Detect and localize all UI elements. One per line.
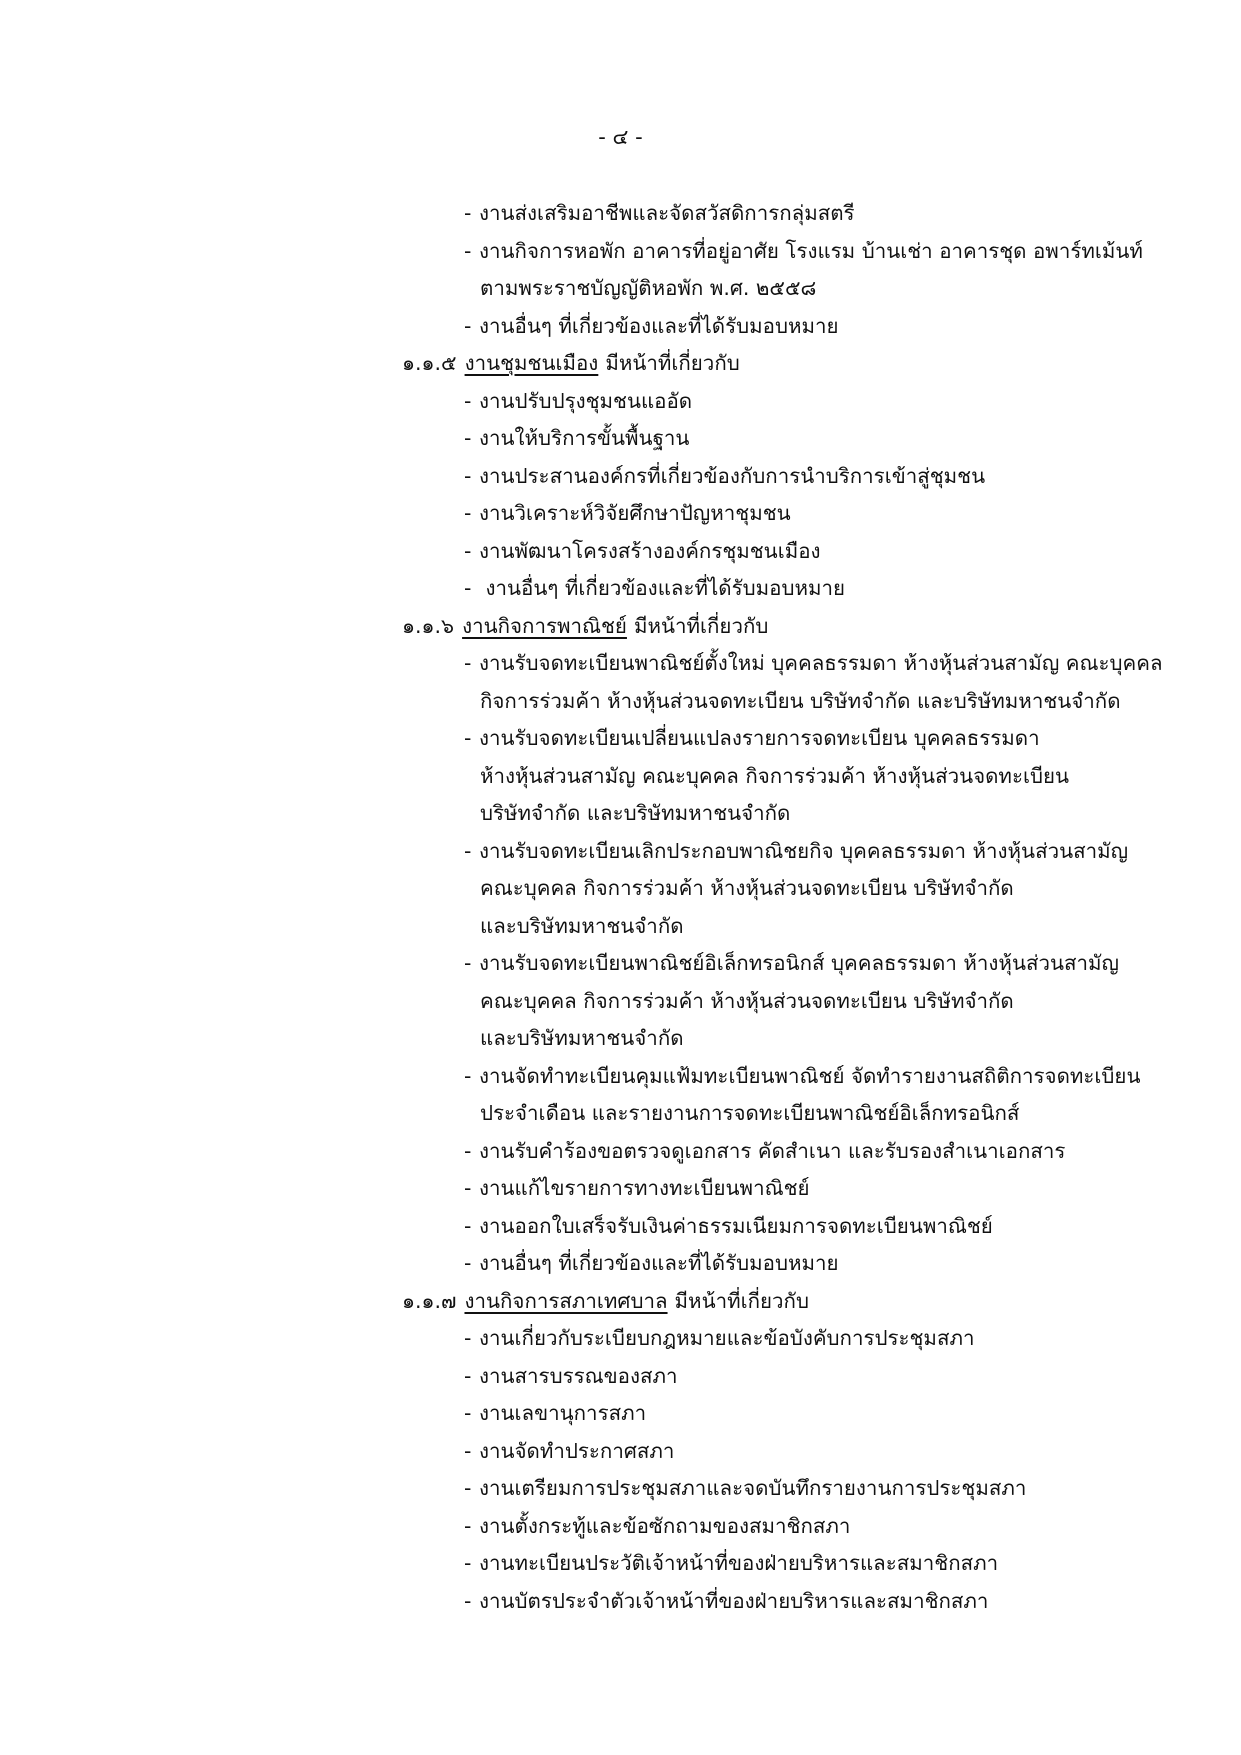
list-item-continuation: และบริษัทมหาชนจำกัด — [480, 913, 684, 938]
list-item-text: งานให้บริการขั้นพื้นฐาน — [479, 426, 690, 450]
section-title: งานกิจการพาณิชย์ — [462, 613, 627, 638]
list-item-continuation: คณะบุคคล กิจการร่วมค้า ห้างหุ้นส่วนจดทะเบียน บริษัทจำกัด — [480, 876, 1014, 900]
section-suffix: มีหน้าที่เกี่ยวกับ — [674, 1288, 809, 1313]
list-item-text: งานอื่นๆ ที่เกี่ยวข้องและที่ได้รับมอบหมาย — [479, 1251, 839, 1275]
list-item — [0, 420, 1241, 458]
bullet-dash: - — [464, 1513, 472, 1538]
bullet-dash: - — [464, 388, 472, 413]
bullet-dash: - — [464, 313, 472, 338]
list-item-text: งานประสานองค์กรที่เกี่ยวข้องกับการนำบริการเข้าสู่ชุมชน — [479, 463, 986, 488]
bullet-dash: - — [464, 838, 472, 863]
list-item — [0, 1508, 1241, 1546]
bullet-dash: - — [464, 1138, 472, 1163]
list-item-text: งานส่งเสริมอาชีพและจัดสวัสดิการกลุ่มสตรี — [479, 201, 855, 225]
bullet-dash: - — [464, 201, 472, 225]
bullet-dash: - — [464, 426, 472, 450]
list-item — [0, 1208, 1241, 1246]
list-item-text: งานอื่นๆ ที่เกี่ยวข้องและที่ได้รับมอบหมาย — [479, 576, 846, 600]
bullet-dash: - — [464, 1326, 472, 1350]
bullet-dash: - — [464, 1213, 472, 1238]
list-item-text: งานปรับปรุงชุมชนแออัด — [479, 388, 693, 413]
bullet-dash: - — [464, 1401, 472, 1425]
page-number: - ๔ - — [598, 125, 643, 149]
bullet-dash: - — [464, 1176, 472, 1200]
list-item — [0, 945, 1241, 983]
list-item-text: งานจัดทำประกาศสภา — [479, 1438, 675, 1463]
list-item-text: งานรับจดทะเบียนเปลี่ยนแปลงรายการจดทะเบียน บุคคลธรรมดา — [479, 726, 1040, 750]
section-title: งานกิจการสภาเทศบาล — [464, 1288, 668, 1313]
list-item-text: งานเกี่ยวกับระเบียบกฎหมายและข้อบังคับการประชุมสภา — [479, 1326, 975, 1350]
bullet-dash: - — [464, 651, 472, 675]
list-item-text: งานบัตรประจำตัวเจ้าหน้าที่ของฝ่ายบริหารและสมาชิกสภา — [479, 1588, 989, 1613]
list-item — [0, 1395, 1241, 1433]
list-item — [0, 570, 1241, 608]
bullet-dash: - — [464, 1063, 472, 1088]
list-item-continuation: บริษัทจำกัด และบริษัทมหาชนจำกัด — [480, 801, 791, 825]
section-number: ๑.๑.๖ — [402, 613, 455, 638]
list-item-text: งานจัดทำทะเบียนคุมแฟ้มทะเบียนพาณิชย์ จัดทำรายงานสถิติการจดทะเบียน — [479, 1063, 1141, 1088]
list-item-continuation: ห้างหุ้นส่วนสามัญ คณะบุคคล กิจการร่วมค้า ห้างหุ้นส่วนจดทะเบียน — [480, 763, 1070, 788]
list-item-text: งานเลขานุการสภา — [479, 1401, 647, 1425]
bullet-dash: - — [464, 1476, 472, 1500]
list-item-text: งานสารบรรณของสภา — [479, 1363, 678, 1388]
list-item-text: งานวิเคราะห์วิจัยศึกษาปัญหาชุมชน — [479, 501, 791, 525]
list-item-text: งานเตรียมการประชุมสภาและจดบันทึกรายงานการประชุมสภา — [479, 1476, 1027, 1500]
list-item-text: งานตั้งกระทู้และข้อซักถามของสมาชิกสภา — [479, 1513, 851, 1538]
list-item-text: งานรับคำร้องขอตรวจดูเอกสาร คัดสำเนา และรับรองสำเนาเอกสาร — [479, 1138, 1066, 1163]
list-item — [0, 833, 1241, 871]
list-item-text: งานรับจดทะเบียนพาณิชย์อิเล็กทรอนิกส์ บุคคลธรรมดา ห้างหุ้นส่วนสามัญ — [479, 951, 1119, 975]
list-item-text: งานรับจดทะเบียนเลิกประกอบพาณิชยกิจ บุคคลธรรมดา ห้างหุ้นส่วนสามัญ — [479, 838, 1129, 863]
list-item — [0, 1170, 1241, 1208]
list-item-continuation: คณะบุคคล กิจการร่วมค้า ห้างหุ้นส่วนจดทะเบียน บริษัทจำกัด — [480, 988, 1014, 1013]
list-item — [0, 1133, 1241, 1171]
list-item-continuation: ประจำเดือน และรายงานการจดทะเบียนพาณิชย์อิเล็กทรอนิกส์ — [480, 1101, 1020, 1125]
list-item-text: งานทะเบียนประวัติเจ้าหน้าที่ของฝ่ายบริหารและสมาชิกสภา — [479, 1551, 999, 1575]
bullet-dash: - — [464, 726, 472, 750]
bullet-dash: - — [464, 238, 472, 263]
list-item-text: งานแก้ไขรายการทางทะเบียนพาณิชย์ — [479, 1176, 810, 1200]
list-item-continuation: ตามพระราชบัญญัติหอพัก พ.ศ. ๒๕๕๘ — [480, 276, 817, 300]
list-item — [0, 645, 1241, 683]
list-item — [0, 1320, 1241, 1358]
bullet-dash: - — [464, 951, 472, 975]
list-item — [0, 1433, 1241, 1471]
bullet-dash: - — [464, 1588, 472, 1613]
list-item — [0, 195, 1241, 233]
bullet-dash: - — [464, 501, 472, 525]
list-item — [0, 1058, 1241, 1096]
list-item — [0, 458, 1241, 496]
list-item — [0, 1545, 1241, 1583]
bullet-dash: - — [464, 1551, 472, 1575]
section-suffix: มีหน้าที่เกี่ยวกับ — [633, 613, 769, 638]
list-item-text: งานกิจการหอพัก อาคารที่อยู่อาศัย โรงแรม บ้านเช่า อาคารชุด อพาร์ทเม้นท์ — [479, 238, 1143, 263]
document-body — [0, 195, 1241, 1620]
section-heading — [0, 345, 1241, 383]
list-item — [0, 495, 1241, 533]
list-item — [0, 1583, 1241, 1621]
section-heading — [0, 1283, 1241, 1321]
bullet-dash: - — [464, 1251, 472, 1275]
list-item — [0, 233, 1241, 271]
list-item-text: งานพัฒนาโครงสร้างองค์กรชุมชนเมือง — [479, 538, 821, 563]
bullet-dash: - — [464, 1363, 472, 1388]
list-item — [0, 1358, 1241, 1396]
list-item — [0, 383, 1241, 421]
bullet-dash: - — [464, 538, 472, 563]
list-item — [0, 720, 1241, 758]
list-item-continuation: กิจการร่วมค้า ห้างหุ้นส่วนจดทะเบียน บริษัทจำกัด และบริษัทมหาชนจำกัด — [480, 688, 1121, 713]
list-item-text: งานรับจดทะเบียนพาณิชย์ตั้งใหม่ บุคคลธรรมดา ห้างหุ้นส่วนสามัญ คณะบุคคล — [479, 651, 1163, 675]
bullet-dash: - — [464, 463, 472, 488]
section-number: ๑.๑.๕ — [402, 351, 457, 375]
section-title: งานชุมชนเมือง — [464, 351, 599, 375]
list-item — [0, 1470, 1241, 1508]
list-item-text: งานออกใบเสร็จรับเงินค่าธรรมเนียมการจดทะเบียนพาณิชย์ — [479, 1213, 993, 1238]
list-item — [0, 308, 1241, 346]
section-suffix: มีหน้าที่เกี่ยวกับ — [605, 351, 740, 375]
list-item-continuation: และบริษัทมหาชนจำกัด — [480, 1026, 684, 1050]
section-heading — [0, 608, 1241, 646]
list-item — [0, 533, 1241, 571]
bullet-dash: - — [464, 576, 472, 600]
bullet-dash: - — [464, 1438, 472, 1463]
section-number: ๑.๑.๗ — [402, 1288, 457, 1313]
list-item-text: งานอื่นๆ ที่เกี่ยวข้องและที่ได้รับมอบหมาย — [479, 313, 839, 338]
list-item — [0, 1245, 1241, 1283]
